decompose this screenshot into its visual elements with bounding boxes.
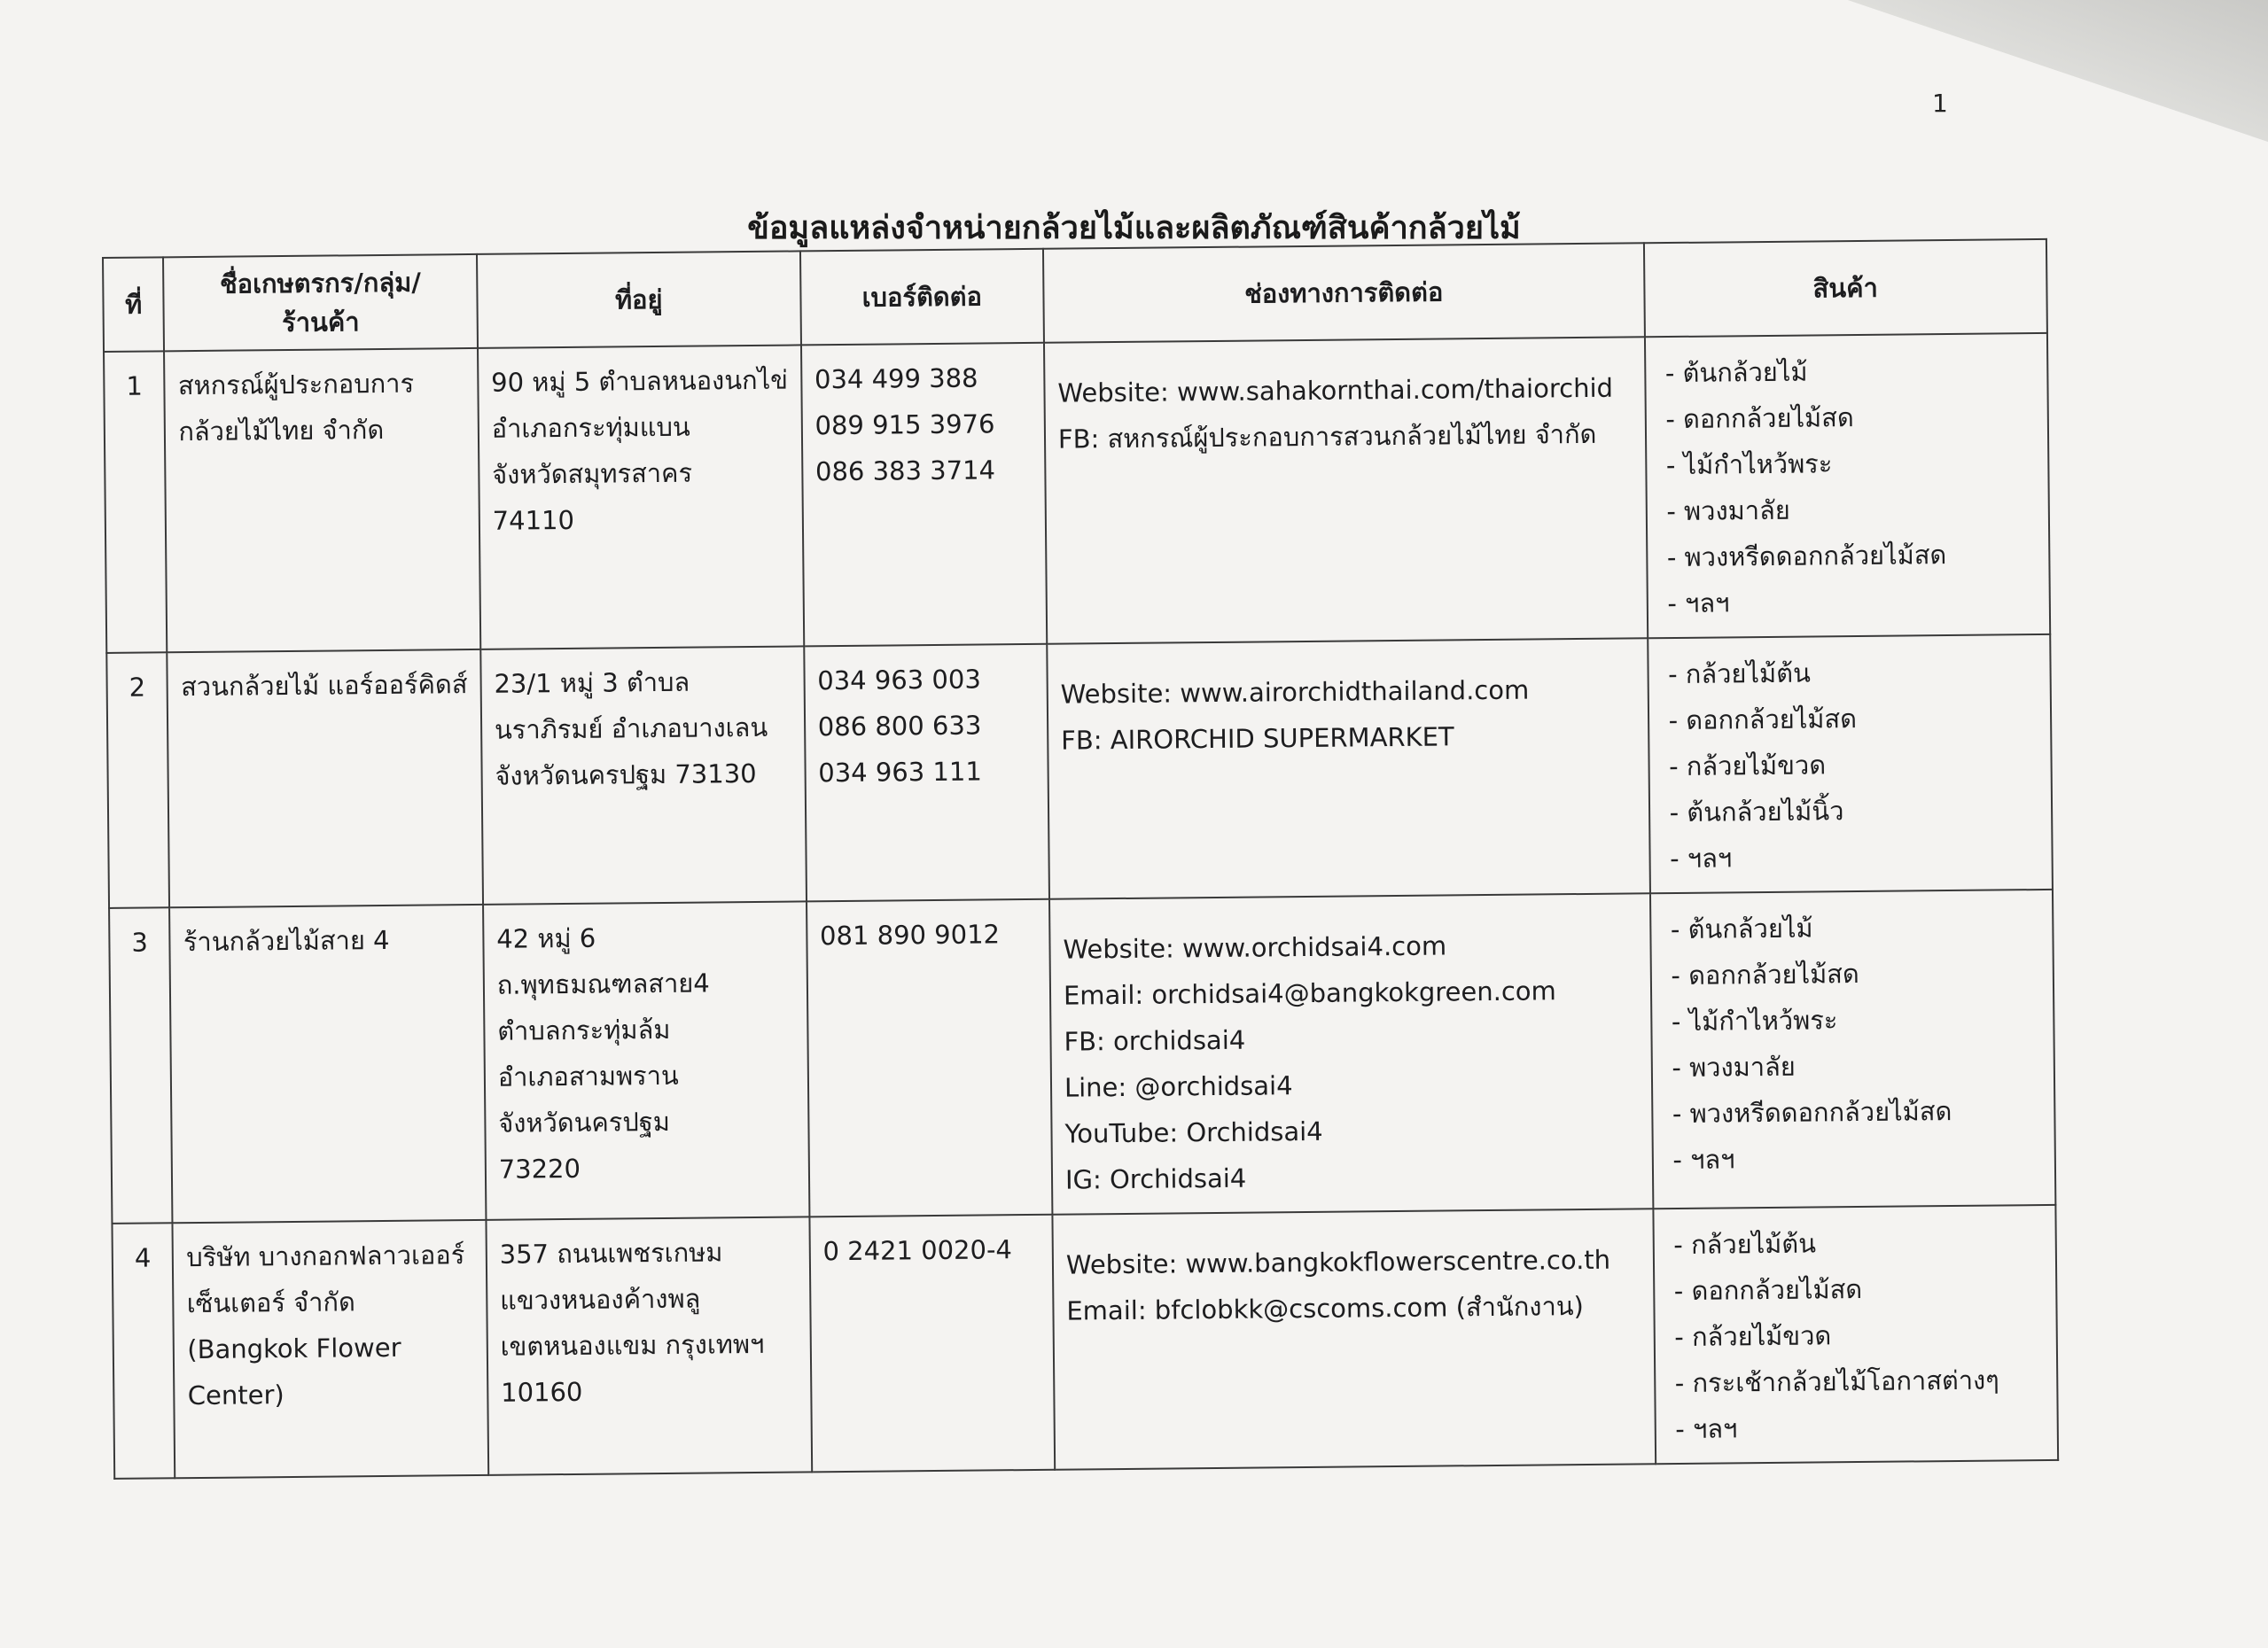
seller-name-line: สวนกล้วยไม้ แอร์ออร์คิดส์ xyxy=(180,669,468,703)
address-line: อำเภอสามพราน xyxy=(497,1060,679,1092)
row-number: 3 xyxy=(109,907,173,1224)
address-line: นราภิรมย์ อำเภอบางเลน xyxy=(494,711,768,745)
phones xyxy=(809,1215,1055,1473)
product-item: - ต้นกล้วยไม้ xyxy=(1671,903,2040,952)
channel-facebook: FB: สหกรณ์ผู้ประกอบการสวนกล้วยไม้ไทย จำกัด xyxy=(1057,418,1597,455)
address xyxy=(478,345,804,649)
product-item: - ฯลฯ xyxy=(1672,1133,2042,1183)
address xyxy=(483,901,809,1219)
seller-name-line: Center) xyxy=(187,1380,284,1411)
address-line: 74110 xyxy=(492,504,575,536)
products xyxy=(1648,634,2053,893)
phone-number: 0 2421 0020-4 xyxy=(822,1234,1013,1267)
channel-youtube: YouTube: Orchidsai4 xyxy=(1064,1116,1323,1149)
seller-name-line: สหกรณ์ผู้ประกอบการ xyxy=(177,368,415,401)
channel-line: Line: @orchidsai4 xyxy=(1064,1070,1293,1103)
product-item: - กระเช้ากล้วยไม้โอกาสต่างๆ xyxy=(1675,1356,2045,1406)
table-row xyxy=(106,634,2053,908)
row-number: 4 xyxy=(112,1223,175,1479)
product-item: - ฯลฯ xyxy=(1670,832,2039,882)
address-line: 73220 xyxy=(498,1153,581,1185)
address-line: 42 หมู่ 6 xyxy=(496,922,596,954)
phones xyxy=(807,899,1053,1217)
product-item: - พวงหรีดดอกกล้วยไม้สด xyxy=(1667,531,2037,580)
seller-name-line: เซ็นเตอร์ จำกัด xyxy=(186,1287,355,1319)
address-line: จังหวัดนครปฐม 73130 xyxy=(495,758,757,791)
channel-website: Website: www.bangkokflowerscentre.co.th xyxy=(1065,1244,1611,1280)
address-line: 90 หมู่ 5 ตำบลหนองนกไข่ xyxy=(491,364,789,398)
product-item: - ต้นกล้วยไม้นิ้ว xyxy=(1669,786,2038,836)
table-container xyxy=(102,238,2059,1480)
seller-name-line: กล้วยไม้ไทย จำกัด xyxy=(178,414,385,447)
products xyxy=(1653,1205,2058,1464)
product-item: - กล้วยไม้ขวด xyxy=(1669,740,2038,789)
product-item: - ดอกกล้วยไม้สด xyxy=(1671,949,2040,999)
channel-email: Email: orchidsai4@bangkokgreen.com xyxy=(1063,976,1556,1011)
channel-instagram: IG: Orchidsai4 xyxy=(1064,1162,1247,1195)
header-no: ที่ xyxy=(103,257,164,352)
table-row xyxy=(104,333,2050,653)
contact-channels xyxy=(1049,893,1653,1214)
address-line: 23/1 หมู่ 3 ตำบล xyxy=(494,666,690,699)
seller-name-line: (Bangkok Flower xyxy=(187,1332,401,1365)
product-item: - ไม้กำไหว้พระ xyxy=(1666,439,2036,488)
header-channels: ช่องทางการติดต่อ xyxy=(1043,243,1645,342)
contact-channels xyxy=(1052,1209,1655,1469)
phone-number: 089 915 3976 xyxy=(814,408,995,441)
products xyxy=(1650,890,2056,1209)
phone-number: 034 499 388 xyxy=(814,362,978,395)
header-name-line1: ชื่อเกษตรกร/กลุ่ม/ xyxy=(219,267,422,299)
product-item: - ฯลฯ xyxy=(1667,577,2037,626)
address-line: จังหวัดสมุทรสาคร xyxy=(492,457,693,490)
row-number: 1 xyxy=(104,351,168,653)
product-item: - ดอกกล้วยไม้สด xyxy=(1665,393,2035,442)
channel-website: Website: www.orchidsai4.com xyxy=(1063,930,1447,965)
header-row xyxy=(103,239,2047,352)
address xyxy=(480,646,807,904)
address-line: 10160 xyxy=(500,1376,583,1408)
header-address: ที่อยู่ xyxy=(477,251,801,347)
header-phone: เบอร์ติดต่อ xyxy=(800,249,1044,346)
table-row xyxy=(112,1205,2058,1479)
product-item: - กล้วยไม้ขวด xyxy=(1674,1310,2044,1360)
product-item: - พวงมาลัย xyxy=(1672,1041,2041,1091)
channel-website: Website: www.airorchidthailand.com xyxy=(1060,674,1530,710)
channel-facebook: FB: AIRORCHID SUPERMARKET xyxy=(1061,721,1454,756)
product-item: - ไม้กำไหว้พระ xyxy=(1672,995,2041,1045)
product-item: - กล้วยไม้ต้น xyxy=(1668,648,2038,697)
address-line: ตำบลกระทุ่มล้ม xyxy=(497,1014,671,1046)
page-number: 1 xyxy=(1932,89,1948,118)
product-item: - กล้วยไม้ต้น xyxy=(1673,1218,2043,1268)
product-item: - ดอกกล้วยไม้สด xyxy=(1674,1264,2044,1314)
address-line: แขวงหนองค้างพลู xyxy=(499,1283,701,1316)
address xyxy=(486,1217,812,1474)
seller-name-line: บริษัท บางกอกฟลาวเออร์ xyxy=(186,1240,465,1273)
product-item: - ต้นกล้วยไม้ xyxy=(1665,346,2035,396)
phone-number: 034 963 003 xyxy=(817,664,981,696)
address-line: จังหวัดนครปฐม xyxy=(498,1106,671,1139)
header-products: สินค้า xyxy=(1643,239,2046,337)
phone-number: 081 890 9012 xyxy=(819,919,1001,952)
seller-name xyxy=(168,649,483,907)
channel-website: Website: www.sahakornthai.com/thaiorchid xyxy=(1057,372,1614,408)
address-line: เขตหนองแขม กรุงเทพฯ xyxy=(500,1328,765,1362)
row-number: 2 xyxy=(106,652,169,908)
product-item: - ดอกกล้วยไม้สด xyxy=(1668,694,2038,743)
seller-name xyxy=(170,905,487,1223)
phone-number: 034 963 111 xyxy=(818,756,982,789)
products xyxy=(1644,333,2050,638)
address-line: ถ.พุทธมณฑลสาย4 xyxy=(496,968,710,1000)
contact-channels xyxy=(1047,638,1649,898)
phone-number: 086 800 633 xyxy=(817,710,982,742)
address-line: 357 ถนนเพชรเกษม xyxy=(499,1237,723,1270)
product-item: - พวงหรีดดอกกล้วยไม้สด xyxy=(1672,1087,2042,1137)
seller-name xyxy=(164,348,480,652)
seller-name xyxy=(173,1220,488,1478)
table-row xyxy=(109,890,2055,1224)
address-line: อำเภอกระทุ่มแบน xyxy=(491,411,690,444)
phones xyxy=(804,644,1049,902)
page-title: ข้อมูลแหล่งจำหน่ายกล้วยไม้และผลิตภัณฑ์สินค้ากล้วยไม้ xyxy=(747,210,1521,246)
seller-name-line: ร้านกล้วยไม้สาย 4 xyxy=(183,924,390,958)
phones xyxy=(801,343,1047,647)
product-item: - พวงมาลัย xyxy=(1666,485,2036,534)
product-item: - ฯลฯ xyxy=(1675,1403,2045,1452)
header-name-line2: ร้านค้า xyxy=(282,307,360,338)
orchid-sellers-table xyxy=(102,238,2059,1480)
channel-facebook: FB: orchidsai4 xyxy=(1064,1024,1246,1057)
channel-email: Email: bfclobkk@cscoms.com (สำนักงาน) xyxy=(1066,1291,1585,1326)
header-name xyxy=(163,254,477,351)
contact-channels xyxy=(1044,337,1648,643)
phone-number: 086 383 3714 xyxy=(814,455,996,487)
